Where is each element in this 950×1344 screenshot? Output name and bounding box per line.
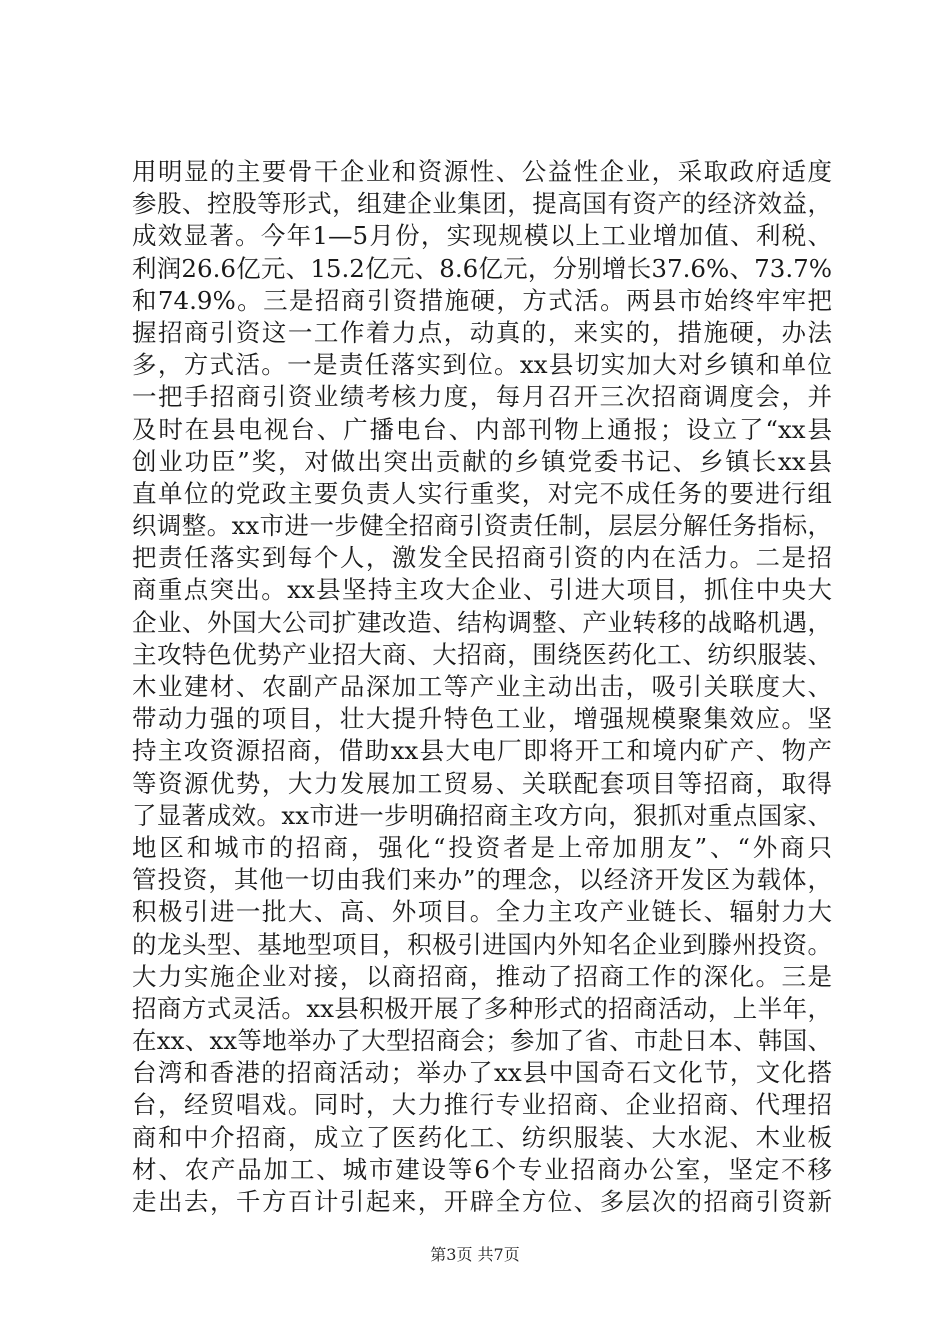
text-line: 台，经贸唱戏。同时，大力推行专业招商、企业招商、代理招 (132, 1090, 832, 1120)
text-line: 多，方式活。一是责任落实到位。xx县切实加大对乡镇和单位 (132, 350, 832, 380)
text-line: 招商方式灵活。xx县积极开展了多种形式的招商活动，上半年， (132, 993, 832, 1023)
text-line: 商和中介招商，成立了医药化工、纺织服装、大水泥、木业板 (132, 1122, 832, 1152)
text-line: 成效显著。今年1—5月份，实现规模以上工业增加值、利税、 (132, 221, 832, 251)
text-line: 等资源优势，大力发展加工贸易、关联配套项目等招商，取得 (132, 768, 832, 798)
text-line: 用明显的主要骨干企业和资源性、公益性企业，采取政府适度 (132, 157, 832, 186)
text-line: 材、农产品加工、城市建设等6个专业招商办公室，坚定不移 (132, 1154, 832, 1184)
text-line: 商重点突出。xx县坚持主攻大企业、引进大项目，抓住中央大 (132, 575, 832, 605)
text-line: 握招商引资这一工作着力点，动真的，来实的，措施硬，办法 (132, 317, 832, 347)
text-line: 带动力强的项目，壮大提升特色工业，增强规模聚集效应。坚 (132, 704, 832, 734)
text-line: 创业功臣”奖，对做出突出贡献的乡镇党委书记、乡镇长xx县 (132, 446, 832, 476)
text-line: 直单位的党政主要负责人实行重奖，对完不成任务的要进行组 (132, 478, 832, 508)
body-paragraph (132, 156, 832, 1218)
text-line: 织调整。xx市进一步健全招商引资责任制，层层分解任务指标， (132, 511, 832, 541)
text-line: 的龙头型、基地型项目，积极引进国内外知名企业到滕州投资。 (132, 929, 832, 959)
text-line: 大力实施企业对接，以商招商，推动了招商工作的深化。三是 (132, 961, 832, 991)
text-line: 持主攻资源招商，借助xx县大电厂即将开工和境内矿产、物产 (132, 736, 832, 766)
text-line: 积极引进一批大、高、外项目。全力主攻产业链长、辐射力大 (132, 897, 832, 927)
text-line: 了显著成效。xx市进一步明确招商主攻方向，狠抓对重点国家、 (132, 800, 832, 830)
text-line: 走出去，千方百计引起来，开辟全方位、多层次的招商引资新 (132, 1187, 832, 1216)
text-line: 利润26.6亿元、15.2亿元、8.6亿元，分别增长37.6%、73.7% (132, 253, 832, 283)
text-line: 主攻特色优势产业招大商、大招商，围绕医药化工、纺织服装、 (132, 639, 832, 669)
text-line: 一把手招商引资业绩考核力度，每月召开三次招商调度会，并 (132, 382, 832, 412)
text-line: 在xx、xx等地举办了大型招商会；参加了省、市赴日本、韩国、 (132, 1026, 832, 1056)
page-footer: 第3页 共7页 (430, 1245, 520, 1264)
text-line: 及时在县电视台、广播电台、内部刊物上通报；设立了“xx县 (132, 414, 832, 444)
text-line: 台湾和香港的招商活动；举办了xx县中国奇石文化节，文化搭 (132, 1058, 832, 1088)
text-line: 管投资，其他一切由我们来办”的理念，以经济开发区为载体， (132, 865, 832, 895)
text-line: 把责任落实到每个人，激发全民招商引资的内在活力。二是招 (132, 543, 832, 573)
text-line: 地区和城市的招商，强化“投资者是上帝加朋友”、“外商只 (132, 832, 832, 862)
text-line: 木业建材、农副产品深加工等产业主动出击，吸引关联度大、 (132, 672, 832, 701)
text-line: 参股、控股等形式，组建企业集团，提高国有资产的经济效益， (132, 189, 832, 219)
text-line: 企业、外国大公司扩建改造、结构调整、产业转移的战略机遇， (132, 607, 832, 637)
text-line: 和74.9%。三是招商引资措施硬，方式活。两县市始终牢牢把 (132, 285, 832, 315)
